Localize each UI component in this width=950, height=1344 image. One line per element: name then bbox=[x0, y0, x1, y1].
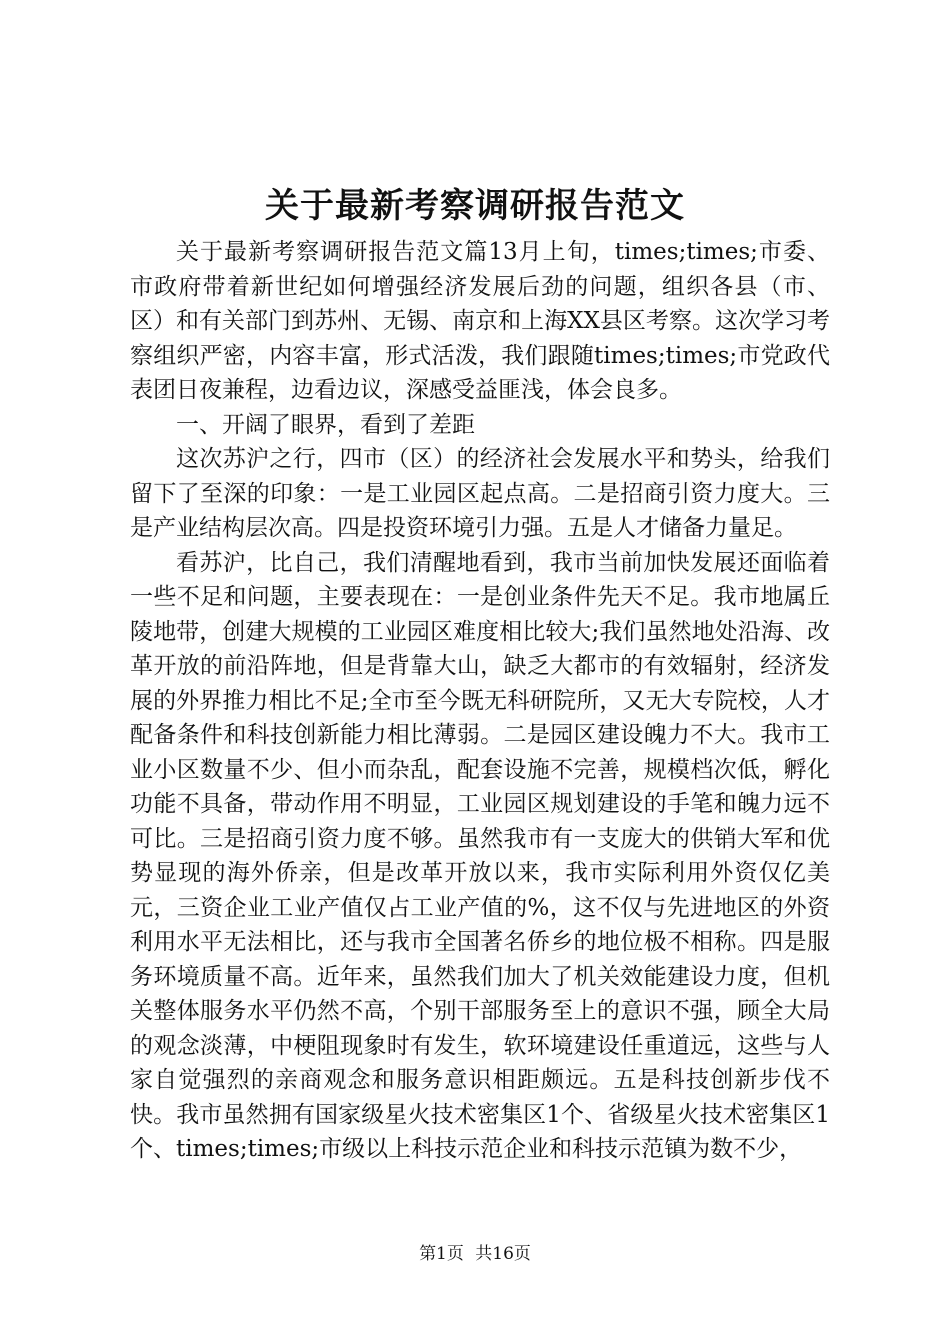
page-number: 第1页 bbox=[419, 1244, 464, 1264]
paragraph-intro: 关于最新考察调研报告范文篇13月上旬，times;times;市委、市政府带着新世纪如何增强经济发展后劲的问题，组织各县（市、区）和有关部门到苏州、无锡、南京和上海XX县区考察。这次学习考察组织严密，内容丰富，形式活泼，我们跟随times;times;市党政代表团日夜兼程，边看边议，深感受益匪浅，体会良多。 bbox=[130, 239, 830, 403]
page-total: 共16页 bbox=[475, 1244, 531, 1264]
page-footer bbox=[0, 1242, 950, 1266]
document-title: 关于最新考察调研报告范文 bbox=[265, 186, 685, 226]
paragraph-shortcomings: 看苏沪，比自己，我们清醒地看到，我市当前加快发展还面临着一些不足和问题，主要表现在：一是创业条件先天不足。我市地属丘陵地带，创建大规模的工业园区难度相比较大;我们虽然地处沿海、改革开放的前沿阵地，但是背靠大山，缺乏大都市的有效辐射，经济发展的外界推力相比不足;全市至今既无科研院所，又无大专院校，人才配备条件和科技创新能力相比薄弱。二是园区建设魄力不大。我市工业小区数量不少、但小而杂乱，配套设施不完善，规模档次低，孵化功能不具备，带动作用不明显，工业园区规划建设的手笔和魄力远不可比。三是招商引资力度不够。虽然我市有一支庞大的供销大军和优势显现的海外侨亲，但是改革开放以来，我市实际利用外资仅亿美元，三资企业工业产值仅占工业产值的%，这不仅与先进地区的外资利用水平无法相比，还与我市全国著名侨乡的地位极不相称。四是服务环境质量不高。近年来，虽然我们加大了机关效能建设力度，但机关整体服务水平仍然不高，个别干部服务至上的意识不强，顾全大局的观念淡薄，中梗阻现象时有发生，软环境建设任重道远，这些与人家自觉强烈的亲商观念和服务意识相距颇远。五是科技创新步伐不快。我市虽然拥有国家级星火技术密集区1个、省级星火技术密集区1个、times;times;市级以上科技示范企业和科技示范镇为数不少， bbox=[130, 549, 830, 1162]
paragraph-impressions: 这次苏沪之行，四市（区）的经济社会发展水平和势头，给我们留下了至深的印象：一是工业园区起点高。二是招商引资力度大。三是产业结构层次高。四是投资环境引力强。五是人才储备力量足。 bbox=[130, 446, 830, 541]
section-heading: 一、开阔了眼界，看到了差距 bbox=[176, 411, 475, 438]
document-body bbox=[130, 235, 830, 1167]
